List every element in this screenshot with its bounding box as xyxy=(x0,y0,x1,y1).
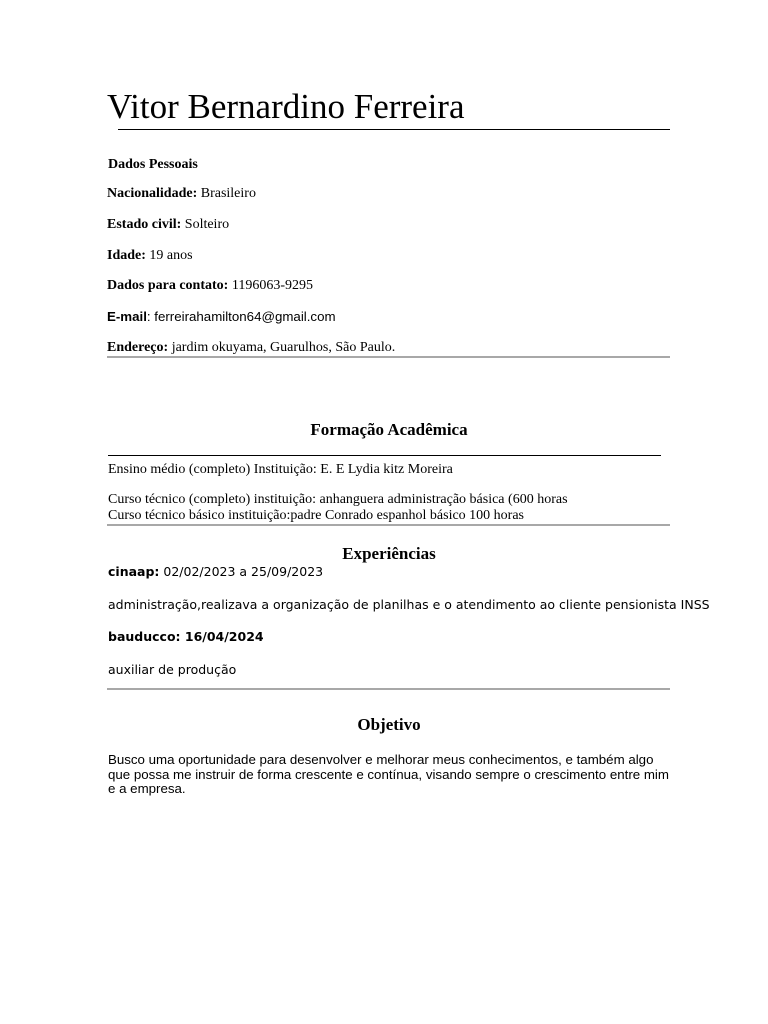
formacao-line: Curso técnico básico instituição:padre Conrado espanhol básico 100 horas xyxy=(108,508,525,523)
field-label: Dados para contato: xyxy=(107,278,229,293)
experience-company: cinaap: xyxy=(108,564,160,579)
section-title-experiencias: Experiências xyxy=(342,544,436,563)
name-underline xyxy=(118,129,670,130)
field-label: Endereço: xyxy=(107,340,169,355)
experience-header: bauducco: 16/04/2024 xyxy=(108,629,264,644)
field-contato xyxy=(107,277,313,295)
experience-period: 02/02/2023 a 25/09/2023 xyxy=(159,564,324,579)
experience-description: administração,realizava a organização de planilhas e o atendimento ao cliente pensionista INSS xyxy=(108,597,710,612)
field-idade xyxy=(107,247,193,265)
section-title-formacao: Formação Acadêmica xyxy=(310,420,468,439)
field-value: Solteiro xyxy=(181,217,230,232)
field-label: Idade: xyxy=(107,248,146,263)
field-value: 1196063-9295 xyxy=(228,278,313,293)
section-divider xyxy=(107,688,670,690)
field-value: jardim okuyama, Guarulhos, São Paulo. xyxy=(168,340,396,355)
experience-description: auxiliar de produção xyxy=(108,662,237,677)
field-endereco xyxy=(107,339,395,357)
field-label: Nacionalidade: xyxy=(107,186,198,201)
candidate-name: Vitor Bernardino Ferreira xyxy=(107,87,465,126)
section-divider xyxy=(107,356,670,358)
objective-text: Busco uma oportunidade para desenvolver e melhorar meus conhecimentos, e também algo que possa me instruir de forma crescente e contínua, visando sempre o crescimento entre mim e a empresa. xyxy=(108,752,669,796)
field-label: E-mail xyxy=(107,309,147,324)
field-nacionalidade xyxy=(107,185,256,203)
formacao-line: Curso técnico (completo) instituição: anhanguera administração básica (600 horas xyxy=(108,492,568,507)
section-divider xyxy=(107,524,670,526)
field-value: 19 anos xyxy=(145,248,193,263)
formacao-line: Ensino médio (completo) Instituição: E. E Lydia kitz Moreira xyxy=(108,462,453,477)
section-title-objetivo: Objetivo xyxy=(357,715,421,734)
field-estado-civil xyxy=(107,216,229,234)
field-label: Estado civil: xyxy=(107,217,182,232)
formacao-underline xyxy=(108,455,661,456)
field-value: Brasileiro xyxy=(197,186,256,201)
field-email xyxy=(107,308,336,325)
experience-header xyxy=(108,564,323,580)
section-title-dados-pessoais: Dados Pessoais xyxy=(108,157,198,172)
field-value: : ferreirahamilton64@gmail.com xyxy=(146,309,336,324)
